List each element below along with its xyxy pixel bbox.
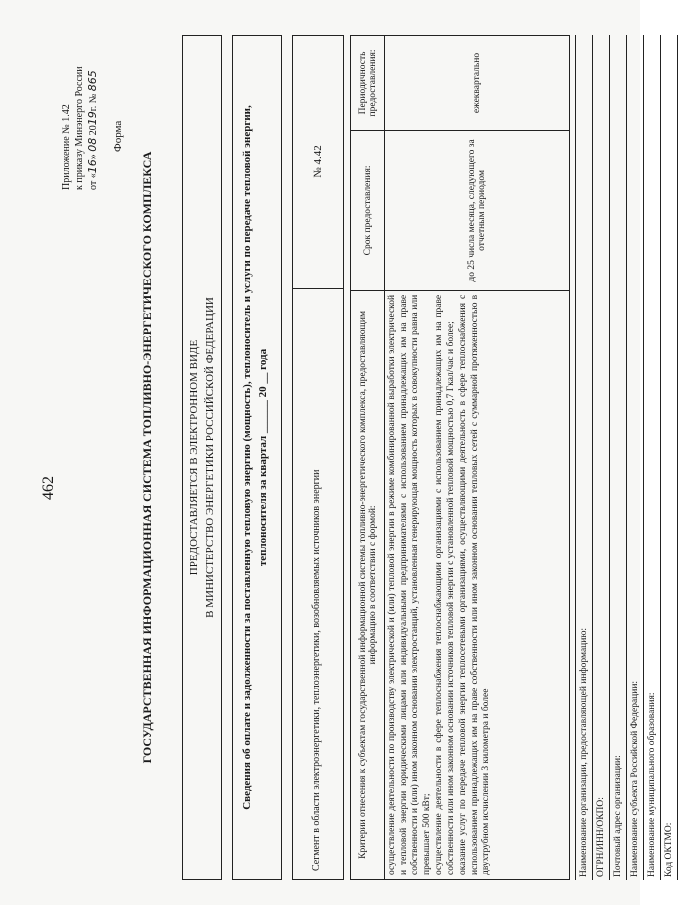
- submission-line1: ПРЕДОСТАВЛЯЕТСЯ В ЭЛЕКТРОННОМ ВИДЕ: [188, 339, 200, 576]
- frequency-header: Периодичность предоставления:: [351, 36, 385, 131]
- field-municipality: Наименование муниципального образования:: [644, 35, 661, 880]
- field-ogrn: ОГРН/ИНН/ОКПО:: [593, 35, 610, 880]
- submission-line2: В МИНИСТЕРСТВО ЭНЕРГЕТИКИ РОССИЙСКОЙ ФЕДЕРАЦИИ: [204, 297, 216, 618]
- field-address: Почтовый адрес организации:: [610, 35, 627, 880]
- deadline-cell: до 25 числа месяца, следующего за отчетным периодом: [385, 130, 570, 290]
- segment-label: Сегмент в области электроэнергетики, теплоэнергетики, возобновляемых источников энергии: [311, 469, 322, 871]
- form-number: № 4.42: [293, 35, 343, 289]
- criteria-item-3: оказание услуг по передаче тепловой энергии теплосетевыми организациями, осуществляющими деятельность в сфере теплоснабжения с использованием принадлежащих им на праве собственности или ином законном основании тепловых сетей с суммарной протяженностью в двухтрубном исчислении 3 километра и более: [458, 294, 491, 875]
- appendix-line2: к приказу Минэнерго России: [74, 66, 85, 190]
- criteria-item-1: осуществление деятельности по производству электрической и (или) тепловой энергии в режиме комбинированной выработки электрической и тепловой энергии юридическими лицами или индивидуальными предпринимателями с использованием принадлежащих им на праве собственности и (или) ином законном основании электростанций, установленная генерирующая мощность которых в совокупности равна или превышает 500 кВт;: [387, 294, 432, 875]
- handwritten-month: 08: [86, 137, 99, 152]
- appendix-line3: от «16» 08 2019г. № 865: [86, 70, 99, 190]
- field-subject: Наименование субъекта Российской Федерации:: [627, 35, 644, 880]
- deadline-header: Срок предоставления:: [351, 130, 385, 290]
- frequency-cell: ежеквартально: [385, 36, 570, 131]
- rotated-form: [40, 35, 674, 880]
- report-subject-box: [232, 35, 282, 880]
- segment-box: [292, 35, 344, 880]
- submission-box: [182, 35, 222, 880]
- criteria-item-2: осуществление деятельности в сфере теплоснабжения теплоснабжающими организациями с использованием принадлежащих им на праве собственности или ином законном основании источников тепловой энергии с установленной тепловой мощностью 0,7 Гкал/час и более;: [434, 294, 456, 875]
- report-line2: теплоносителя за квартал ______ 20 __ года: [257, 348, 269, 567]
- form-label: Форма: [112, 120, 124, 152]
- organization-fields: [575, 35, 678, 880]
- report-line1: Сведения об оплате и задолженности за поставленную тепловую энергию (мощность), теплоноситель и услуги по передаче тепловой энергии,: [241, 105, 253, 810]
- criteria-header: Критерии отнесения к субъектам государственной информационной системы топливно-энергетического комплекса, предоставляющим информацию в соответствии с формой:: [351, 290, 385, 879]
- handwritten-order-number: 865: [86, 70, 99, 92]
- appendix-block: [60, 35, 100, 190]
- criteria-table: [350, 35, 570, 880]
- page-title: ГОСУДАРСТВЕННАЯ ИНФОРМАЦИОННАЯ СИСТЕМА ТОПЛИВНО-ЭНЕРГЕТИЧЕСКОГО КОМПЛЕКСА: [140, 151, 154, 764]
- criteria-cell: [385, 290, 570, 879]
- page-number: 462: [40, 476, 57, 500]
- handwritten-day: 16: [86, 159, 99, 174]
- handwritten-year-suffix: 19: [86, 111, 99, 126]
- field-org-name: Наименование организации, предоставляющей информацию:: [575, 35, 593, 880]
- field-oktmo: Код ОКТМО:: [661, 35, 678, 880]
- appendix-line1: Приложение № 1.42: [61, 104, 72, 190]
